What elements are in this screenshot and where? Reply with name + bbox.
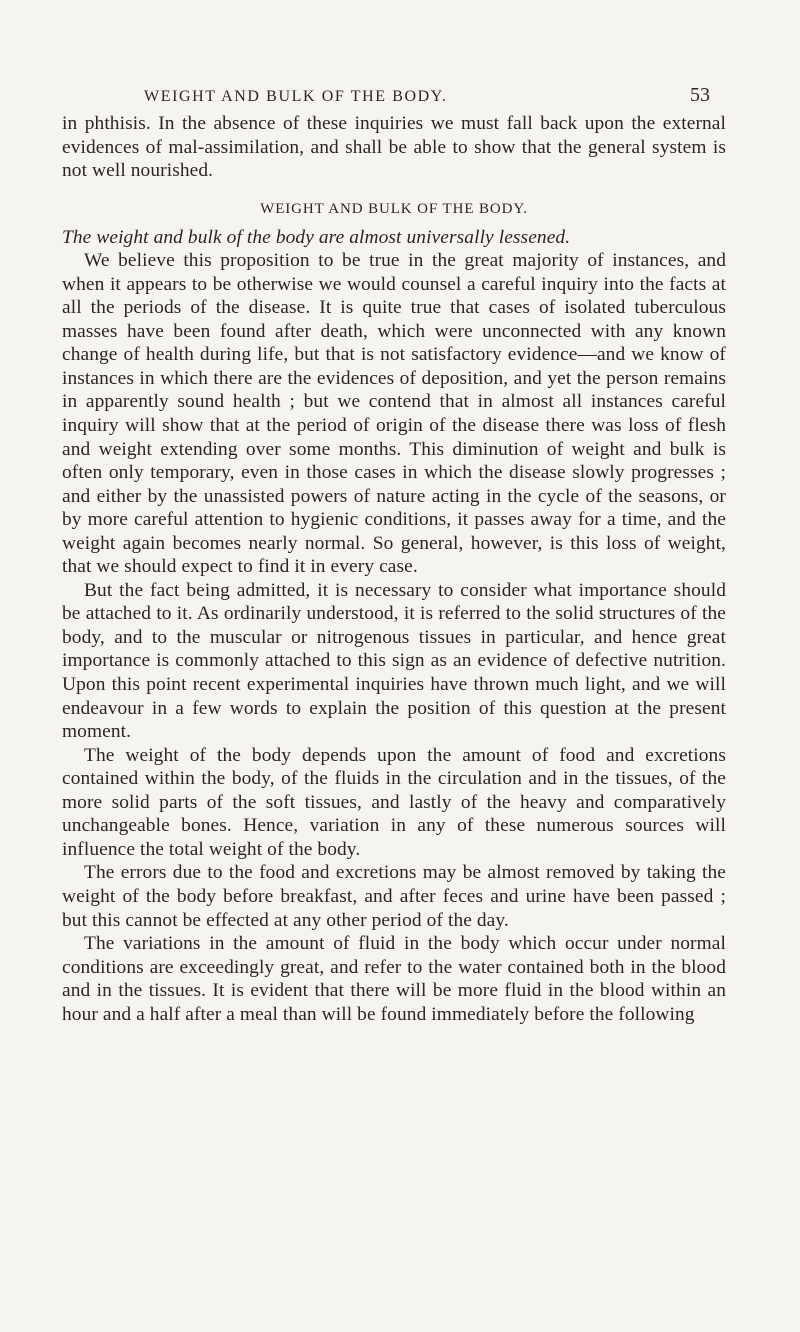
paragraph: We believe this proposition to be true in the great majority of instances, and when it appears to be otherwise we would counsel a careful inquiry into the facts at all the periods of the disease. It is quite true that cases of isolated tuberculous masses have been found after death, which were unconnected with any known change of health during life, but that is not satisfactory evidence—and we know of instances in which there are the evidences of deposition, and yet the person remains in apparently sound health ; but we contend that in almost all instances careful inquiry will show that at the period of origin of the disease there was loss of flesh and weight extending over some months. This diminution of weight and bulk is often only temporary, even in those cases in which the disease slowly progresses ; and either by the unassisted powers of nature acting in the cycle of the seasons, or by more careful attention to hygienic conditions, it passes away for a time, and the weight again becomes nearly normal. So general, however, is this loss of weight, that we should expect to find it in every case. [62, 250, 726, 578]
page-number: 53 [690, 84, 710, 106]
section-heading: WEIGHT AND BULK OF THE BODY. [260, 200, 528, 217]
opening-paragraph: in phthisis. In the absence of these inquiries we must fall back upon the external evidences of mal-assimilation, and shall be able to show that the general system is not well nourished. [62, 113, 726, 182]
paragraph: The variations in the amount of fluid in the body which occur under normal conditions are exceedingly great, and refer to the water contained both in the blood and in the tissues. It is evident that there will be more fluid in the blood within an hour and a half after a meal than will be found immediately before the following [62, 933, 726, 1025]
book-page [62, 0, 726, 1026]
page-body [62, 112, 726, 1026]
running-header [62, 0, 726, 112]
paragraph: The weight of the body depends upon the amount of food and excretions contained within the body, of the fluids in the circulation and in the tissues, of the more solid parts of the soft tissues, and lastly of the heavy and comparatively unchangeable bones. Hence, variation in any of these numerous sources will influence the total weight of the body. [62, 744, 726, 860]
paragraph: The errors due to the food and excretions may be almost removed by taking the weight of the body before breakfast, and after feces and urine have been passed ; but this cannot be effected at any other period of the day. [62, 862, 726, 931]
running-title: WEIGHT AND BULK OF THE BODY. [144, 88, 448, 105]
proposition-text: The weight and bulk of the body are almost universally lessened. [62, 226, 571, 248]
paragraph: But the fact being admitted, it is necessary to consider what importance should be attached to it. As ordinarily understood, it is referred to the solid structures of the body, and to the muscular or nitrogenous tissues in particular, and hence great importance is commonly attached to this sign as an evidence of defective nutrition. Upon this point recent experimental inquiries have thrown much light, and we will endeavour in a few words to explain the position of this question at the present moment. [62, 579, 726, 743]
